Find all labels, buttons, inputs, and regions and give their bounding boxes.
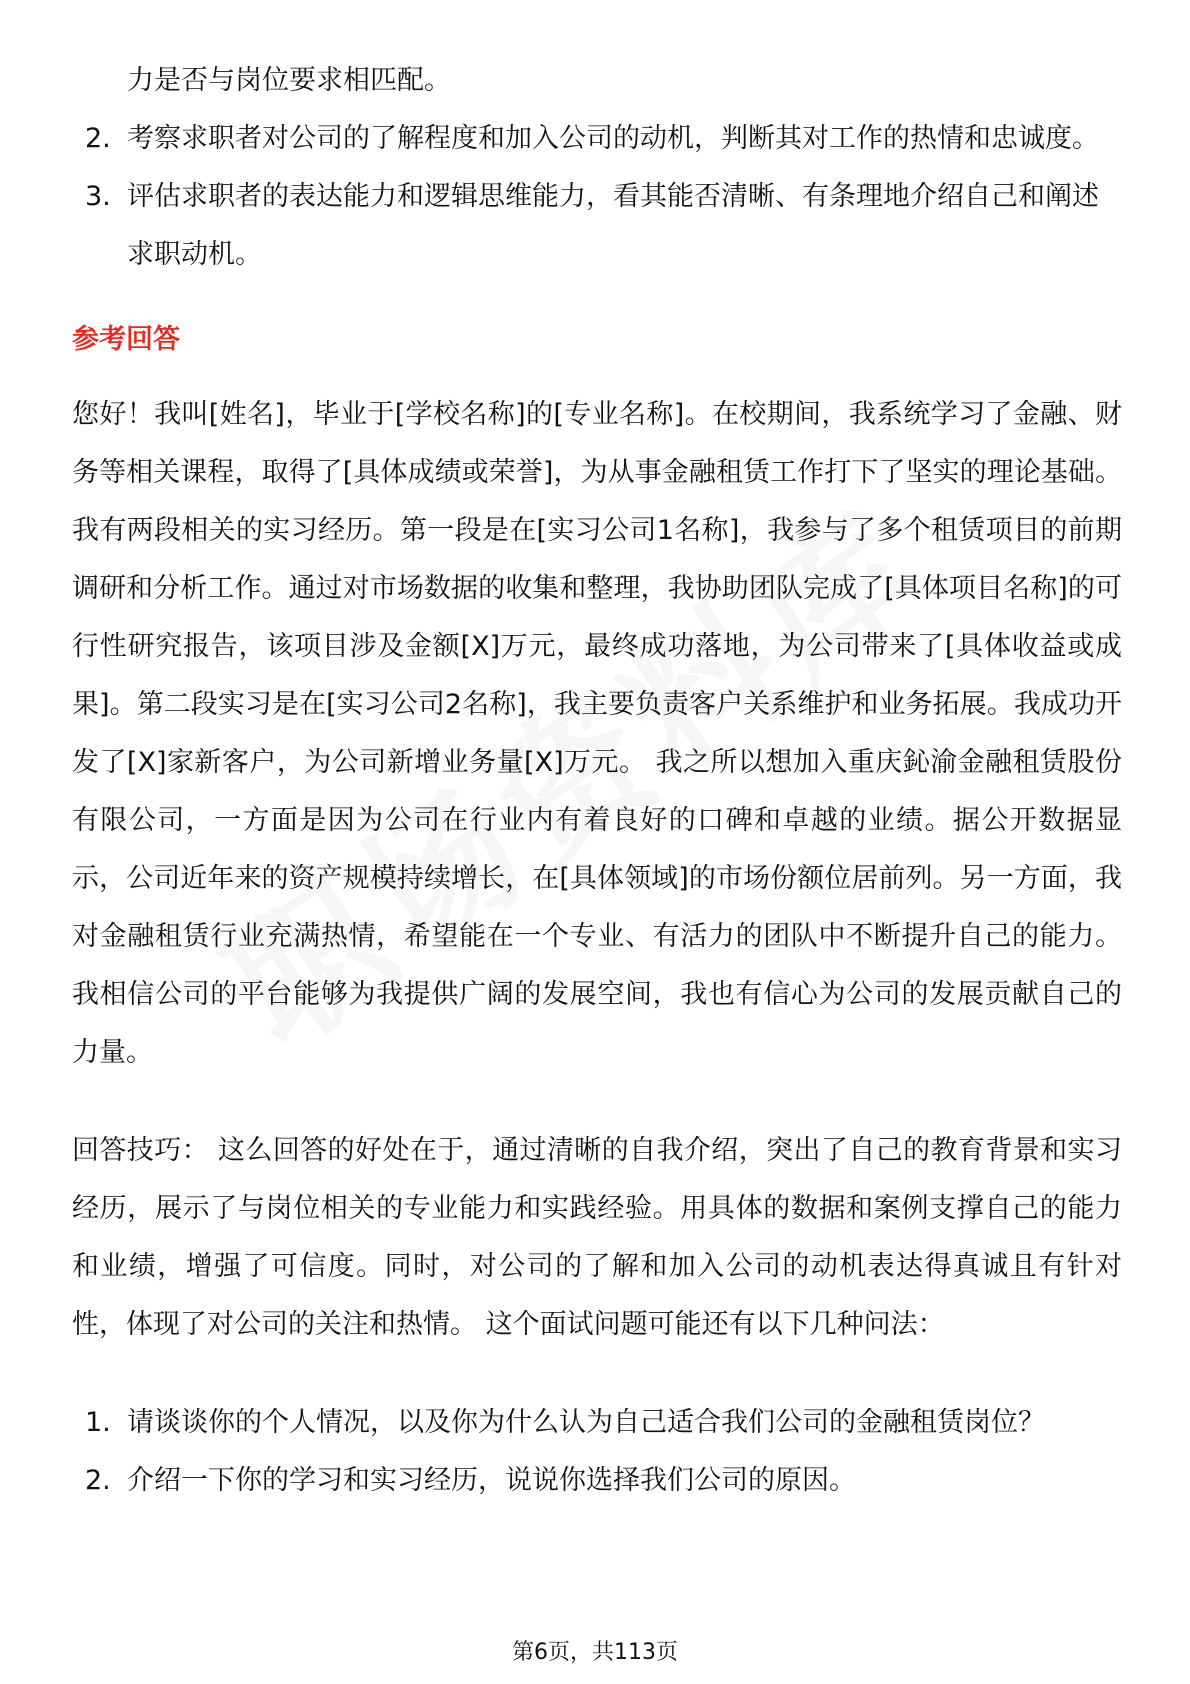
top-numbered-list (72, 52, 1122, 284)
list-item-text: 评估求职者的表达能力和逻辑思维能力，看其能否清晰、有条理地介绍自己和阐述求职动机。 (127, 181, 1099, 270)
list-number: 2. (85, 1465, 111, 1496)
page-content (72, 52, 1122, 1510)
answer-paragraph: 您好！我叫[姓名]，毕业于[学校名称]的[专业名称]。在校期间，我系统学习了金融、财务等相关课程，取得了[具体成绩或荣誉]，为从事金融租赁工作打下了坚实的理论基础。 我有两段相关的实习经历。第一段是在[实习公司1名称]，我参与了多个租赁项目的前期调研和分析工作。通过对市场数据的收集和整理，我协助团队完成了[具体项目名称]的可行性研究报告，该项目涉及金额[X]万元，最终成功落地，为公司带来了[具体收益或成果]。第二段实习是在[实习公司2名称]，我主要负责客户关系维护和业务拓展。我成功开发了[X]家新客户，为公司新增业务量[X]万元。 我之所以想加入重庆鈊渝金融租赁股份有限公司，一方面是因为公司在行业内有着良好的口碑和卓越的业绩。据公开数据显示，公司近年来的资产规模持续增长，在[具体领域]的市场份额位居前列。另一方面，我对金融租赁行业充满热情，希望能在一个专业、有活力的团队中不断提升自己的能力。我相信公司的平台能够为我提供广阔的发展空间，我也有信心为公司的发展贡献自己的力量。 (72, 399, 1122, 1068)
list-item-text: 力是否与岗位要求相匹配。 (127, 65, 451, 96)
tips-paragraph: 回答技巧： 这么回答的好处在于，通过清晰的自我介绍，突出了自己的教育背景和实习经历，展示了与岗位相关的专业能力和实践经验。用具体的数据和案例支撑自己的能力和业绩，增强了可信度。同时，对公司的了解和加入公司的动机表达得真诚且有针对性，体现了对公司的关注和热情。 这个面试问题可能还有以下几种问法： (72, 1135, 1122, 1340)
paragraph-spacer (72, 1354, 1122, 1394)
list-item-text: 介绍一下你的学习和实习经历，说说你选择我们公司的原因。 (127, 1465, 856, 1496)
list-item (72, 168, 1122, 284)
list-number: 2. (85, 123, 111, 154)
list-item (72, 1394, 1122, 1452)
paragraph-spacer (72, 1082, 1122, 1122)
section-title: 参考回答 (72, 324, 180, 355)
bottom-numbered-list (72, 1394, 1122, 1510)
list-item (72, 1452, 1122, 1510)
list-item (72, 52, 1122, 110)
page-footer: 第6页，共113页 (512, 1640, 678, 1665)
list-number: 3. (85, 181, 111, 212)
list-number: 1. (85, 1407, 111, 1438)
list-item-text: 请谈谈你的个人情况，以及你为什么认为自己适合我们公司的金融租赁岗位？ (127, 1407, 1045, 1438)
list-item (72, 110, 1122, 168)
list-item-text: 考察求职者对公司的了解程度和加入公司的动机，判断其对工作的热情和忠诚度。 (127, 123, 1099, 154)
